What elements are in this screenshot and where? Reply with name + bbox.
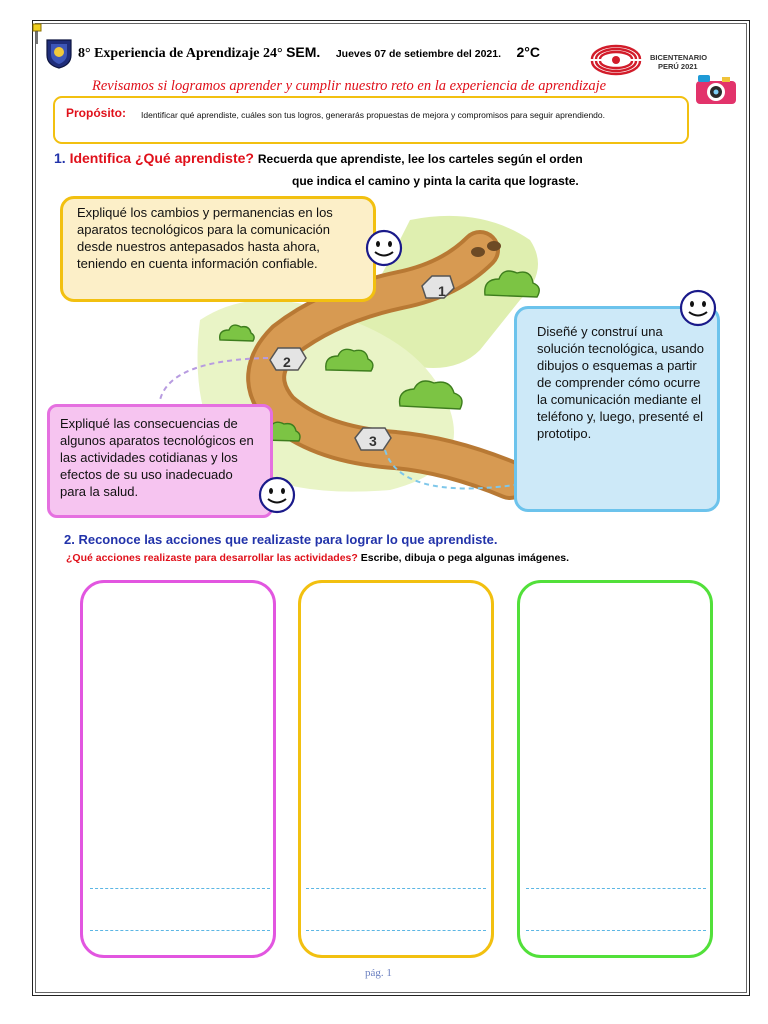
page-number: pág. 1	[365, 967, 392, 979]
experience-title: 8° Experiencia de Aprendizaje 24°	[78, 46, 283, 61]
school-crest-icon	[45, 37, 73, 69]
note-card-2: Expliqué las consecuencias de algunos aparatos tecnológicos en las actividades cotidianas y los efectos de su uso inadecuado para la salud.	[47, 404, 273, 518]
writing-line	[306, 888, 486, 889]
smiley-face-icon[interactable]	[678, 288, 718, 328]
bicentenario-line2: PERÚ 2021	[658, 62, 698, 71]
stone-label-2: 2	[283, 354, 291, 370]
section-subtitle: Revisamos si logramos aprender y cumplir nuestro reto en la experiencia de aprendizaje	[92, 78, 607, 94]
grade-label: 2°C	[516, 44, 541, 60]
header-date: Jueves 07 de setiembre del 2021.	[335, 48, 502, 60]
bicentenario-text	[650, 53, 707, 71]
question2-subheading	[66, 552, 569, 564]
smiley-face-icon[interactable]	[364, 228, 404, 268]
writing-line	[526, 930, 706, 931]
question1-instruction: Recuerda que aprendiste, lee los carteles según el orden	[257, 152, 583, 166]
purpose-text: Identificar qué aprendiste, cuáles son tus logros, generarás propuestas de mejora y compromisos para seguir aprendiendo.	[141, 110, 605, 120]
note-card-3: Diseñé y construí una solución tecnológica, usando dibujos o esquemas a partir de comprender cómo ocurre la comunicación mediante el teléfono y, luego, presenté el prototipo.	[514, 306, 720, 512]
answer-box-2[interactable]	[298, 580, 494, 958]
question1-instruction-line2: que indica el camino y pinta la carita que lograste.	[292, 174, 579, 188]
question1-identify: Identifica	[69, 150, 132, 166]
question1-number: 1.	[54, 150, 66, 166]
writing-line	[526, 888, 706, 889]
writing-line	[90, 888, 270, 889]
stone-label-3: 3	[369, 433, 377, 449]
question1-heading	[54, 150, 583, 166]
header-title	[78, 44, 540, 62]
smiley-face-icon[interactable]	[257, 475, 297, 515]
pin-icon	[30, 22, 44, 46]
bicentenario-logo-icon	[586, 42, 646, 76]
question1-question: ¿Qué aprendiste?	[134, 150, 254, 166]
camera-icon	[694, 72, 738, 106]
answer-box-3[interactable]	[517, 580, 713, 958]
sem-label: SEM.	[286, 44, 321, 60]
bicentenario-line1: BICENTENARIO	[650, 53, 708, 62]
writing-line	[90, 930, 270, 931]
stone-label-1: 1	[438, 283, 446, 299]
question2-ask: ¿Qué acciones realizaste para desarrollar las actividades?	[66, 552, 358, 564]
writing-line	[306, 930, 486, 931]
note-card-1: Expliqué los cambios y permanencias en los aparatos tecnológicos para la comunicación desde nuestros antepasados hasta ahora, teniendo en cuenta información confiable.	[60, 196, 376, 302]
purpose-label: Propósito:	[66, 106, 126, 120]
answer-box-1[interactable]	[80, 580, 276, 958]
question2-heading: 2. Reconoce las acciones que realizaste para lograr lo que aprendiste.	[64, 532, 498, 547]
question2-instruction: Escribe, dibuja o pega algunas imágenes.	[360, 552, 570, 564]
